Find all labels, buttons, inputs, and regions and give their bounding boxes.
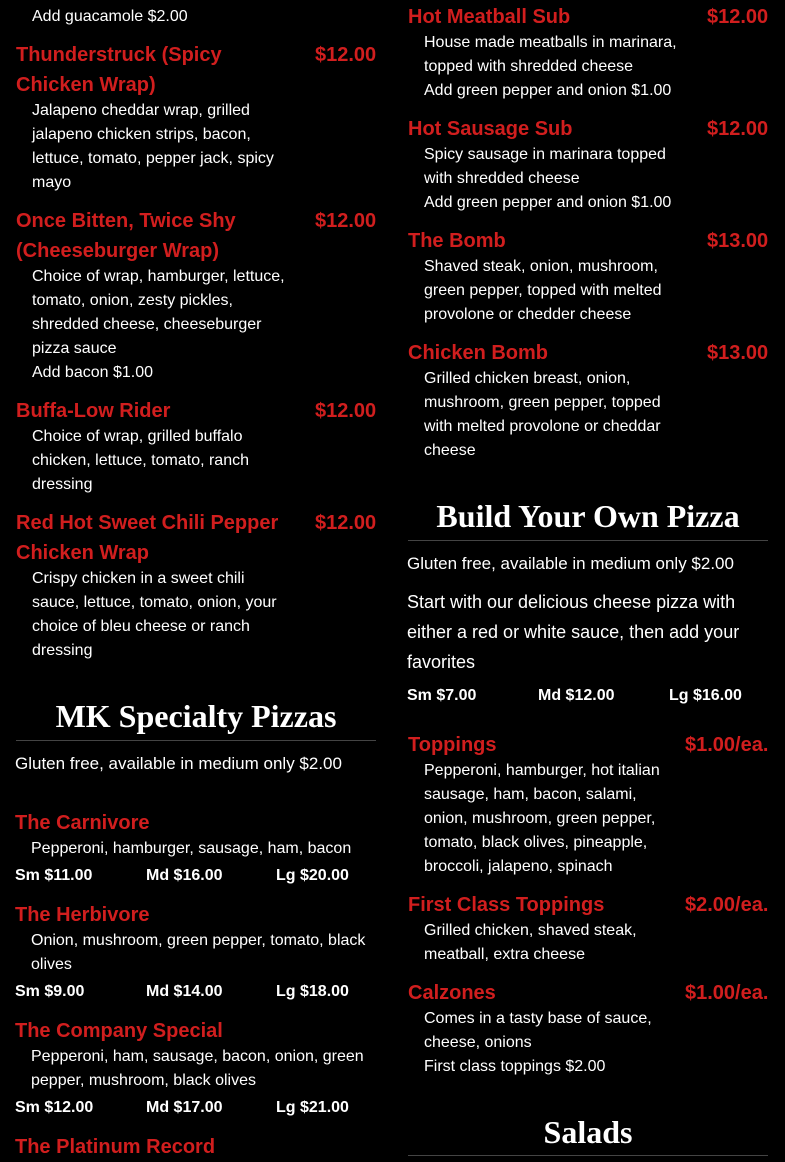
item-name-hot-sausage-sub: Hot Sausage Sub (408, 118, 573, 140)
price-large: Lg $18.00 (276, 983, 349, 1000)
pizza-description: Onion, mushroom, green pepper, tomato, black olives (31, 932, 366, 973)
section-divider (408, 1155, 768, 1156)
price-small: Sm $7.00 (407, 687, 477, 704)
item-price: $12.00 (707, 118, 769, 140)
item-description: Jalapeno cheddar wrap, grilled jalapeno chicken strips, bacon, lettuce, tomato, pepper jack, spicy mayo (32, 102, 274, 191)
item-price: $1.00/ea. (685, 734, 769, 756)
item-price: $12.00 (707, 6, 769, 28)
item-name-the-bomb: The Bomb (408, 230, 506, 252)
item-description: Spicy sausage in marinara topped with shredded cheese (424, 146, 666, 187)
price-small: Sm $11.00 (15, 867, 93, 884)
price-large: Lg $21.00 (276, 1099, 349, 1116)
section-heading-specialty-pizzas: MK Specialty Pizzas (55, 698, 337, 734)
item-description: Crispy chicken in a sweet chili sauce, lettuce, tomato, onion, your choice of bleu cheese or ranch dressing (32, 570, 277, 659)
price-small: Sm $12.00 (15, 1099, 94, 1116)
item-name: Thunderstruck (Spicy Chicken Wrap) (16, 44, 222, 96)
item-name: Red Hot Sweet Chili Pepper Chicken Wrap (16, 512, 279, 564)
pizza-description: Pepperoni, hamburger, sausage, ham, bacon (31, 840, 352, 857)
item-price: $12.00 (315, 44, 377, 66)
item-price: $13.00 (707, 230, 769, 252)
item-addon: First class toppings $2.00 (424, 1058, 606, 1075)
item-price: $2.00/ea. (685, 894, 769, 916)
item-description: Shaved steak, onion, mushroom, green pepper, topped with melted provolone or chedder cheese (424, 258, 662, 323)
price-medium: Md $17.00 (146, 1099, 223, 1116)
item-addon: Add green pepper and onion $1.00 (424, 82, 672, 99)
price-medium: Md $16.00 (146, 867, 223, 884)
item-name-toppings: Toppings (408, 734, 497, 756)
item-description: Comes in a tasty base of sauce, cheese, onions (424, 1010, 652, 1051)
item-name-hot-meatball-sub: Hot Meatball Sub (408, 6, 571, 28)
gluten-free-note: Gluten free, available in medium only $2.00 (15, 754, 342, 773)
section-divider (408, 540, 768, 541)
price-large: Lg $20.00 (276, 867, 349, 884)
price-large: Lg $16.00 (669, 687, 742, 704)
price-medium: Md $14.00 (146, 983, 223, 1000)
item-name-calzones: Calzones (408, 982, 496, 1004)
pizza-name-herbivore: The Herbivore (15, 904, 150, 926)
item-description: Choice of wrap, grilled buffalo chicken, lettuce, tomato, ranch dressing (32, 428, 249, 493)
price-medium: Md $12.00 (538, 687, 615, 704)
pizza-name-company-special: The Company Special (15, 1020, 223, 1042)
item-price: $1.00/ea. (685, 982, 769, 1004)
guacamole-addon: Add guacamole $2.00 (32, 8, 188, 25)
item-description: House made meatballs in marinara, topped with shredded cheese (424, 34, 677, 75)
item-price: $12.00 (315, 400, 377, 422)
item-description: Grilled chicken breast, onion, mushroom, green pepper, topped with melted provolone or cheddar cheese (424, 370, 661, 459)
item-name: Buffa-Low Rider (16, 400, 171, 422)
item-name-chicken-bomb: Chicken Bomb (408, 342, 549, 364)
gluten-free-note: Gluten free, available in medium only $2.00 (407, 554, 734, 573)
price-small: Sm $9.00 (15, 983, 85, 1000)
section-heading-build-your-own: Build Your Own Pizza (436, 498, 740, 534)
pizza-name-carnivore: The Carnivore (15, 812, 150, 834)
section-heading-salads: Salads (543, 1114, 633, 1150)
byo-intro: Start with our delicious cheese pizza with either a red or white sauce, then add your favorites (407, 592, 740, 672)
item-price: $12.00 (315, 512, 377, 534)
item-description: Grilled chicken, shaved steak, meatball, extra cheese (424, 922, 637, 963)
item-addon: Add green pepper and onion $1.00 (424, 194, 672, 211)
item-name: Once Bitten, Twice Shy (Cheeseburger Wrap) (16, 210, 236, 262)
item-description: Pepperoni, hamburger, hot italian sausage, ham, bacon, salami, onion, mushroom, green pepper, tomato, black olives, pineapple, broccoli, jalapeno, spinach (424, 762, 660, 875)
item-description: Choice of wrap, hamburger, lettuce, tomato, onion, zesty pickles, shredded cheese, cheeseburger pizza sauce (32, 268, 285, 357)
item-addon: Add bacon $1.00 (32, 364, 153, 381)
item-price: $12.00 (315, 210, 377, 232)
pizza-description: Pepperoni, ham, sausage, bacon, onion, green pepper, mushroom, black olives (31, 1048, 364, 1089)
pizza-name-platinum-record: The Platinum Record (15, 1136, 216, 1158)
item-price: $13.00 (707, 342, 769, 364)
section-divider (16, 740, 376, 741)
item-name-first-class-toppings: First Class Toppings (408, 894, 605, 916)
